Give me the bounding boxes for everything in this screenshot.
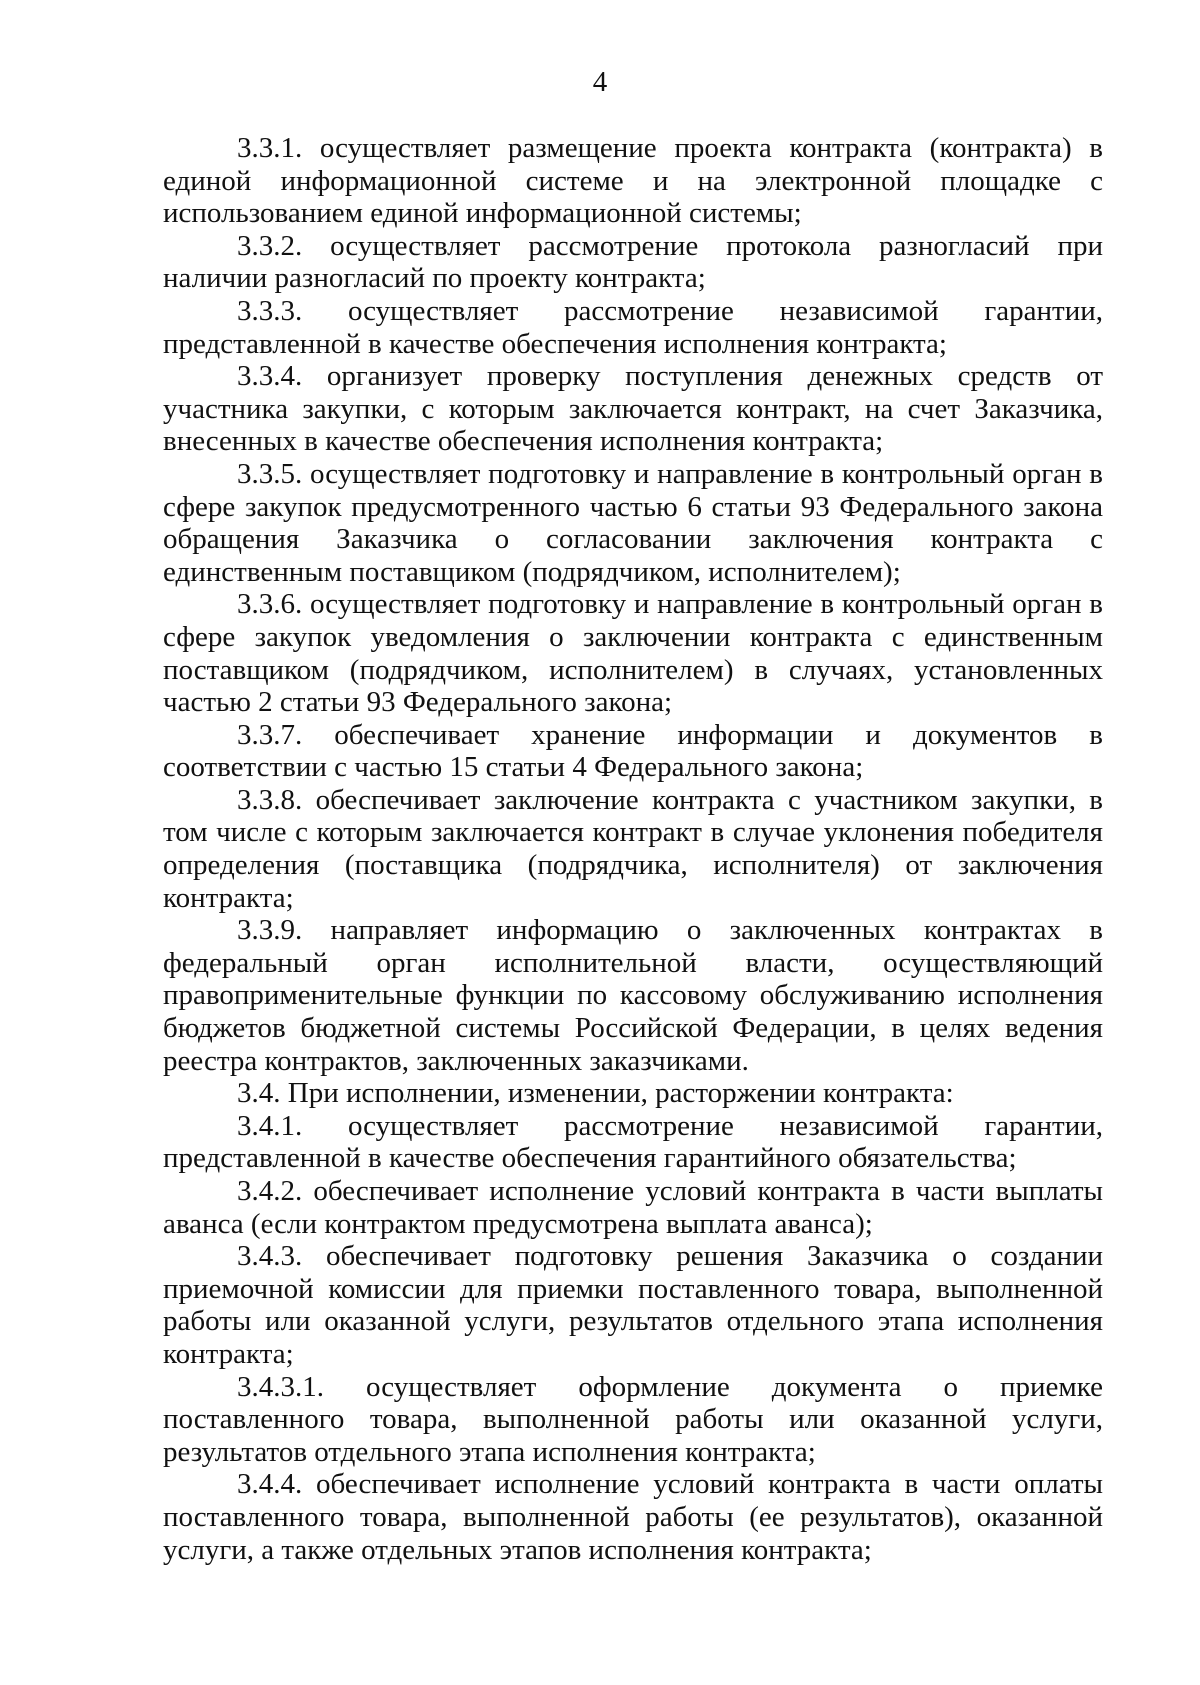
paragraph-3-3-4: 3.3.4. организует проверку поступления денежных средств от участника закупки, с которым заключается контракт, на счет Заказчика, внесенных в качестве обеспечения исполнения контракта; [163,360,1103,458]
paragraph-3-4: 3.4. При исполнении, изменении, расторжении контракта: [237,1077,954,1110]
paragraph-3-4-3-1: 3.4.3.1. осуществляет оформление документа о приемке поставленного товара, выполненной работы или оказанной услуги, результатов отдельного этапа исполнения контракта; [163,1370,1103,1468]
paragraph-3-4-4: 3.4.4. обеспечивает исполнение условий контракта в части оплаты поставленного товара, выполненной работы (ее результатов), оказанной услуги, а также отдельных этапов исполнения контракта; [163,1468,1103,1566]
paragraph-3-4-2: 3.4.2. обеспечивает исполнение условий контракта в части выплаты аванса (если контрактом предусмотрена выплата аванса); [163,1175,1103,1240]
paragraph-3-3-9: 3.3.9. направляет информацию о заключенных контрактах в федеральный орган исполнительной власти, осуществляющий правоприменительные функции по кассовому обслуживанию исполнения бюджетов бюджетной системы Российской Федерации, в целях ведения реестра контрактов, заключенных заказчиками. [163,914,1103,1077]
paragraph-3-3-8: 3.3.8. обеспечивает заключение контракта с участником закупки, в том числе с которым заключается контракт в случае уклонения победителя определения (поставщика (подрядчика, исполнителя) от заключения контракта; [163,783,1103,914]
document-body [163,132,1103,1566]
paragraph-3-3-5: 3.3.5. осуществляет подготовку и направление в контрольный орган в сфере закупок предусмотренного частью 6 статьи 93 Федерального закона обращения Заказчика о согласовании заключения контракта с единственным поставщиком (подрядчиком, исполнителем); [163,457,1103,588]
paragraph-3-4-3: 3.4.3. обеспечивает подготовку решения Заказчика о создании приемочной комиссии для приемки поставленного товара, выполненной работы или оказанной услуги, результатов отдельного этапа исполнения контракта; [163,1240,1103,1370]
page-number: 4 [592,66,608,98]
paragraph-3-3-3: 3.3.3. осуществляет рассмотрение независимой гарантии, представленной в качестве обеспечения исполнения контракта; [163,294,1103,360]
paragraph-3-3-1: 3.3.1. осуществляет размещение проекта контракта (контракта) в единой информационной системе и на электронной площадке с использованием единой информационной системы; [163,132,1103,230]
paragraph-3-3-2: 3.3.2. осуществляет рассмотрение протокола разногласий при наличии разногласий по проекту контракта; [163,229,1103,295]
paragraph-3-4-1: 3.4.1. осуществляет рассмотрение независимой гарантии, представленной в качестве обеспечения гарантийного обязательства; [163,1109,1103,1175]
paragraph-3-3-7: 3.3.7. обеспечивает хранение информации и документов в соответствии с частью 15 статьи 4 Федерального закона; [163,718,1103,784]
paragraph-3-3-6: 3.3.6. осуществляет подготовку и направление в контрольный орган в сфере закупок уведомления о заключении контракта с единственным поставщиком (подрядчиком, исполнителем) в случаях, установленных частью 2 статьи 93 Федерального закона; [163,588,1103,719]
